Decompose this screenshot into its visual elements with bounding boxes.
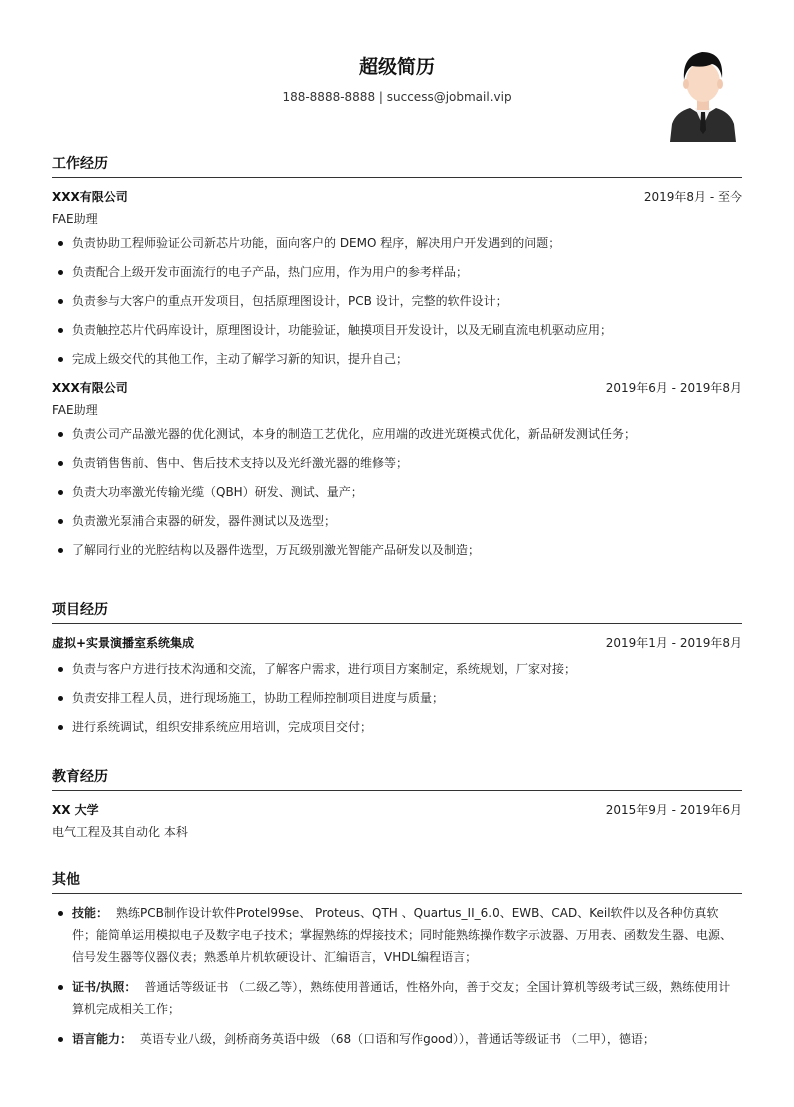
bullet-list	[52, 423, 742, 568]
list-item: 负责激光泵浦合束器的研发，器件测试以及选型；	[52, 510, 742, 539]
item-label: 语言能力：	[72, 1032, 133, 1046]
list-item: 负责配合上级开发市面流行的电子产品，热门应用，作为用户的参考样品；	[52, 261, 742, 290]
bullet-list	[52, 658, 742, 745]
school-name: XX 大学	[52, 803, 99, 817]
list-item: 完成上级交代的其他工作，主动了解学习新的知识，提升自己；	[52, 348, 742, 377]
other-list	[52, 902, 742, 1050]
list-item: 负责安排工程人员，进行现场施工，协助工程师控制项目进度与质量；	[52, 687, 742, 716]
section-title-work: 工作经历	[52, 154, 742, 178]
project-section	[52, 600, 742, 745]
list-item	[52, 976, 742, 1020]
other-section	[52, 870, 742, 1058]
list-item: 负责与客户方进行技术沟通和交流，了解客户需求，进行项目方案制定，系统规划，厂家对接；	[52, 658, 742, 687]
work-entry	[52, 377, 742, 568]
contact-info: 188-8888-8888 | success@jobmail.vip	[282, 90, 512, 104]
list-item: 负责销售售前、售中、售后技术支持以及光纤激光器的维修等；	[52, 452, 742, 481]
project-name: 虚拟+实景演播室系统集成	[52, 636, 195, 650]
avatar	[668, 46, 738, 142]
resume-header	[52, 0, 742, 150]
item-text: 普通话等级证书 （二级乙等），熟练使用普通话，性格外向，善于交友；全国计算机等级考试三级，熟练使用计算机完成相关工作；	[72, 980, 731, 1016]
section-title-project: 项目经历	[52, 600, 742, 624]
bullet-list	[52, 232, 742, 377]
work-entry	[52, 186, 742, 377]
list-item	[52, 1028, 742, 1050]
list-item: 负责协助工程师验证公司新芯片功能，面向客户的 DEMO 程序，解决用户开发遇到的问题；	[52, 232, 742, 261]
list-item: 负责触控芯片代码库设计，原理图设计，功能验证，触摸项目开发设计，以及无刷直流电机驱动应用；	[52, 319, 742, 348]
list-item: 负责公司产品激光器的优化测试，本身的制造工艺优化，应用端的改进光斑模式优化，新品研发测试任务；	[52, 423, 742, 452]
list-item: 了解同行业的光腔结构以及器件选型，万瓦级别激光智能产品研发以及制造；	[52, 539, 742, 568]
job-role: FAE助理	[52, 403, 98, 417]
item-label: 证书/执照：	[72, 980, 137, 994]
list-item: 进行系统调试，组织安排系统应用培训，完成项目交付；	[52, 716, 742, 745]
item-text: 英语专业八级，剑桥商务英语中级 （68（口语和写作good）），普通话等级证书 （二甲），德语；	[140, 1032, 655, 1046]
item-label: 技能：	[72, 906, 109, 920]
entry-date: 2019年6月 - 2019年8月	[605, 381, 742, 395]
education-section	[52, 767, 742, 845]
company-name: XXX有限公司	[52, 381, 128, 395]
section-title-education: 教育经历	[52, 767, 742, 791]
list-item: 负责参与大客户的重点开发项目，包括原理图设计，PCB 设计，完整的软件设计；	[52, 290, 742, 319]
project-entry	[52, 632, 742, 745]
candidate-name: 超级简历	[358, 56, 435, 78]
entry-date: 2019年1月 - 2019年8月	[605, 636, 742, 650]
entry-date: 2015年9月 - 2019年6月	[605, 803, 742, 817]
education-entry	[52, 799, 742, 845]
company-name: XXX有限公司	[52, 190, 128, 204]
item-text: 熟练PCB制作设计软件Protel99se、 Proteus、QTH 、Quartus_II_6.0、EWB、CAD、Keil软件以及各种仿真软件；能简单运用模拟电子及数字电子技术；掌握熟练的焊接技术；同时能熟练操作数字示波器、万用表、函数发生器、电源、信号发生器等仪器仪表；熟悉单片机软硬设计、汇编语言，VHDL编程语言；	[72, 906, 733, 964]
section-title-other: 其他	[52, 870, 742, 894]
list-item	[52, 902, 742, 968]
entry-date: 2019年8月 - 至今	[643, 190, 742, 204]
job-role: FAE助理	[52, 212, 98, 226]
major-degree: 电气工程及其自动化 本科	[52, 825, 188, 839]
list-item: 负责大功率激光传输光缆（QBH）研发、测试、量产；	[52, 481, 742, 510]
work-section	[52, 154, 742, 568]
